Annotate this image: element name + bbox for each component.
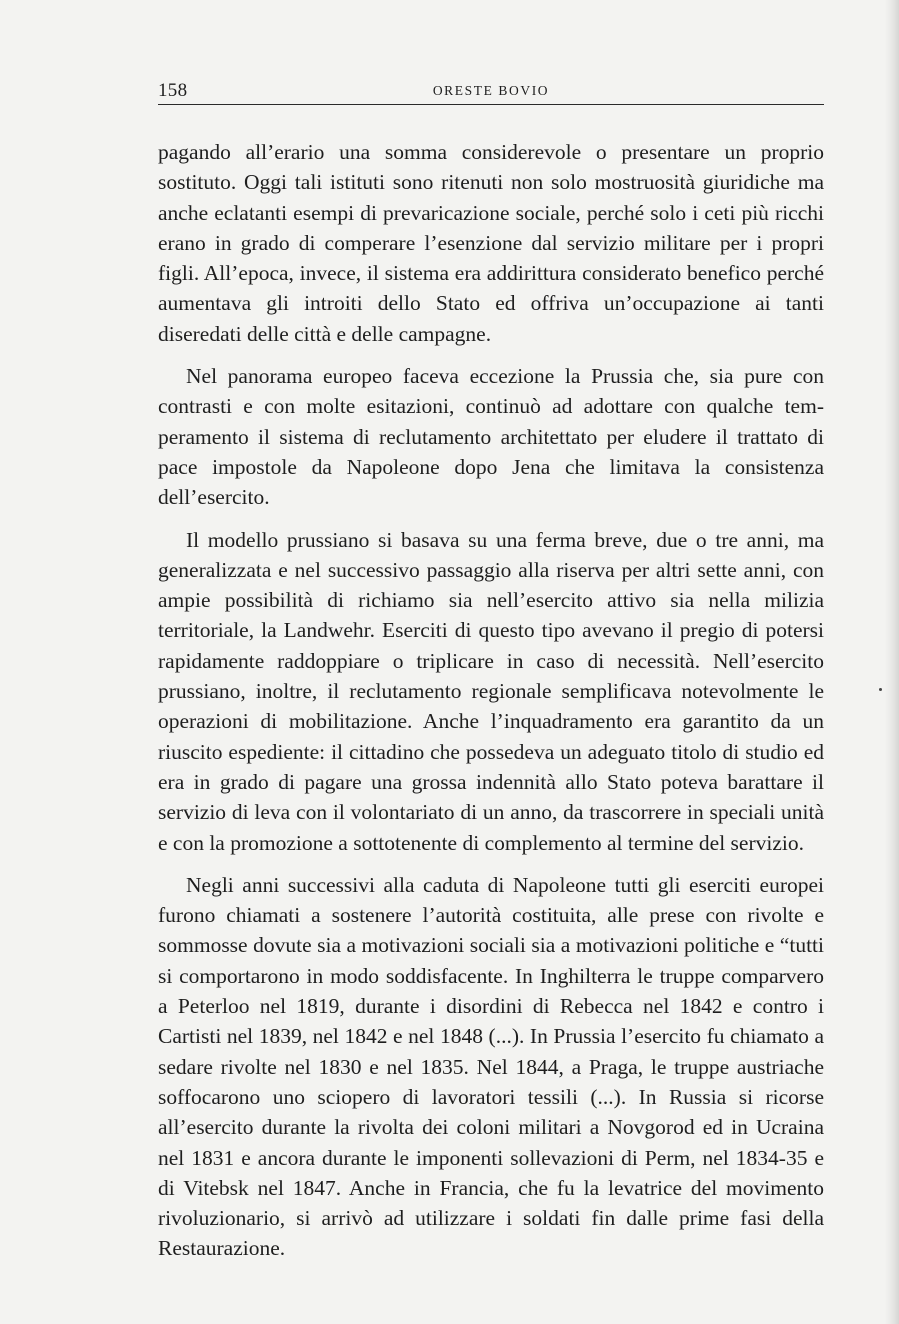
page-number: 158 xyxy=(158,80,188,101)
scan-speck xyxy=(879,688,882,691)
page-edge-shadow xyxy=(885,0,899,1324)
body-text xyxy=(158,137,824,1264)
paragraph: Negli anni successivi alla caduta di Napoleone tutti gli eserciti europei furono chiamati a sostenere l’autorità costituita, alle prese con rivolte e sommosse dovute sia a motivazioni sociali sia a motivazioni politiche e “tutti si comportarono in modo soddisfacente. In Inghilterra le truppe comparvero a Peterloo nel 1819, durante i disordini di Rebecca nel 1842 e contro i Cartisti nel 1839, nel 1842 e nel 1848 (...). In Prussia l’esercito fu chiamato a sedare rivolte nel 1830 e nel 1835. Nel 1844, a Praga, le truppe austriache soffocarono uno sciopero di lavoratori tessili (...). In Russia si ricorse all’esercito durante la rivolta dei coloni militari a Novgorod ed in Ucraina nel 1831 e ancora durante le imponenti sollevazioni di Perm, nel 1834-35 e di Vitebsk nel 1847. Anche in Francia, che fu la levatrice del movimento rivoluzionario, si arrivò ad utilizzare i soldati fin dalle prime fasi della Restaurazione. xyxy=(158,872,824,1261)
paragraph: Il modello prussiano si basava su una ferma breve, due o tre anni, ma generalizzata e nel successivo passaggio alla riserva per altri sette anni, con ampie possibilità di richiamo sia nell’esercito attivo sia nella milizia territoriale, la Landwehr. Eserciti di questo tipo avevano il pregio di potersi rapidamente raddoppiare o triplicare in caso di necessità. Nell’esercito prussiano, inoltre, il reclutamento regionale semplificava notevolmente le operazioni di mobilitazione. Anche l’inquadramento era garantito da un riuscito espediente: il cittadino che possedeva un adeguato titolo di studio ed era in grado di pagare una grossa indennità allo Stato poteva barattare il servizio di leva con il volontariato di un anno, da trascorrere in speciali unità e con la promozione a sottotenente di complemento al termine del servizio. xyxy=(158,527,824,855)
running-head: ORESTE BOVIO xyxy=(432,83,550,98)
page-header xyxy=(158,78,824,105)
paragraph: Nel panorama europeo faceva eccezione la Prussia che, sia pure con contrasti e con molte esitazioni, continuò ad adottare con qualche temperamento il sistema di reclutamento architettato per eludere il trattato di pace impostole da Napoleone dopo Jena che limitava la consistenza dell’esercito. xyxy=(158,364,824,510)
paragraph: pagando all’erario una somma considerevole o presentare un proprio sostituto. Oggi tali istituti sono ritenuti non solo mostruosità giuridiche ma anche eclatanti esempi di prevaricazione sociale, perché solo i ceti più ricchi erano in grado di comperare l’esenzione dal servizio militare per i propri figli. All’epoca, invece, il sistema era addirittura considerato benefico perché aumentava gli introiti dello Stato ed offriva un’occupazione ai tanti diseredati delle città e delle campagne. xyxy=(158,140,824,346)
